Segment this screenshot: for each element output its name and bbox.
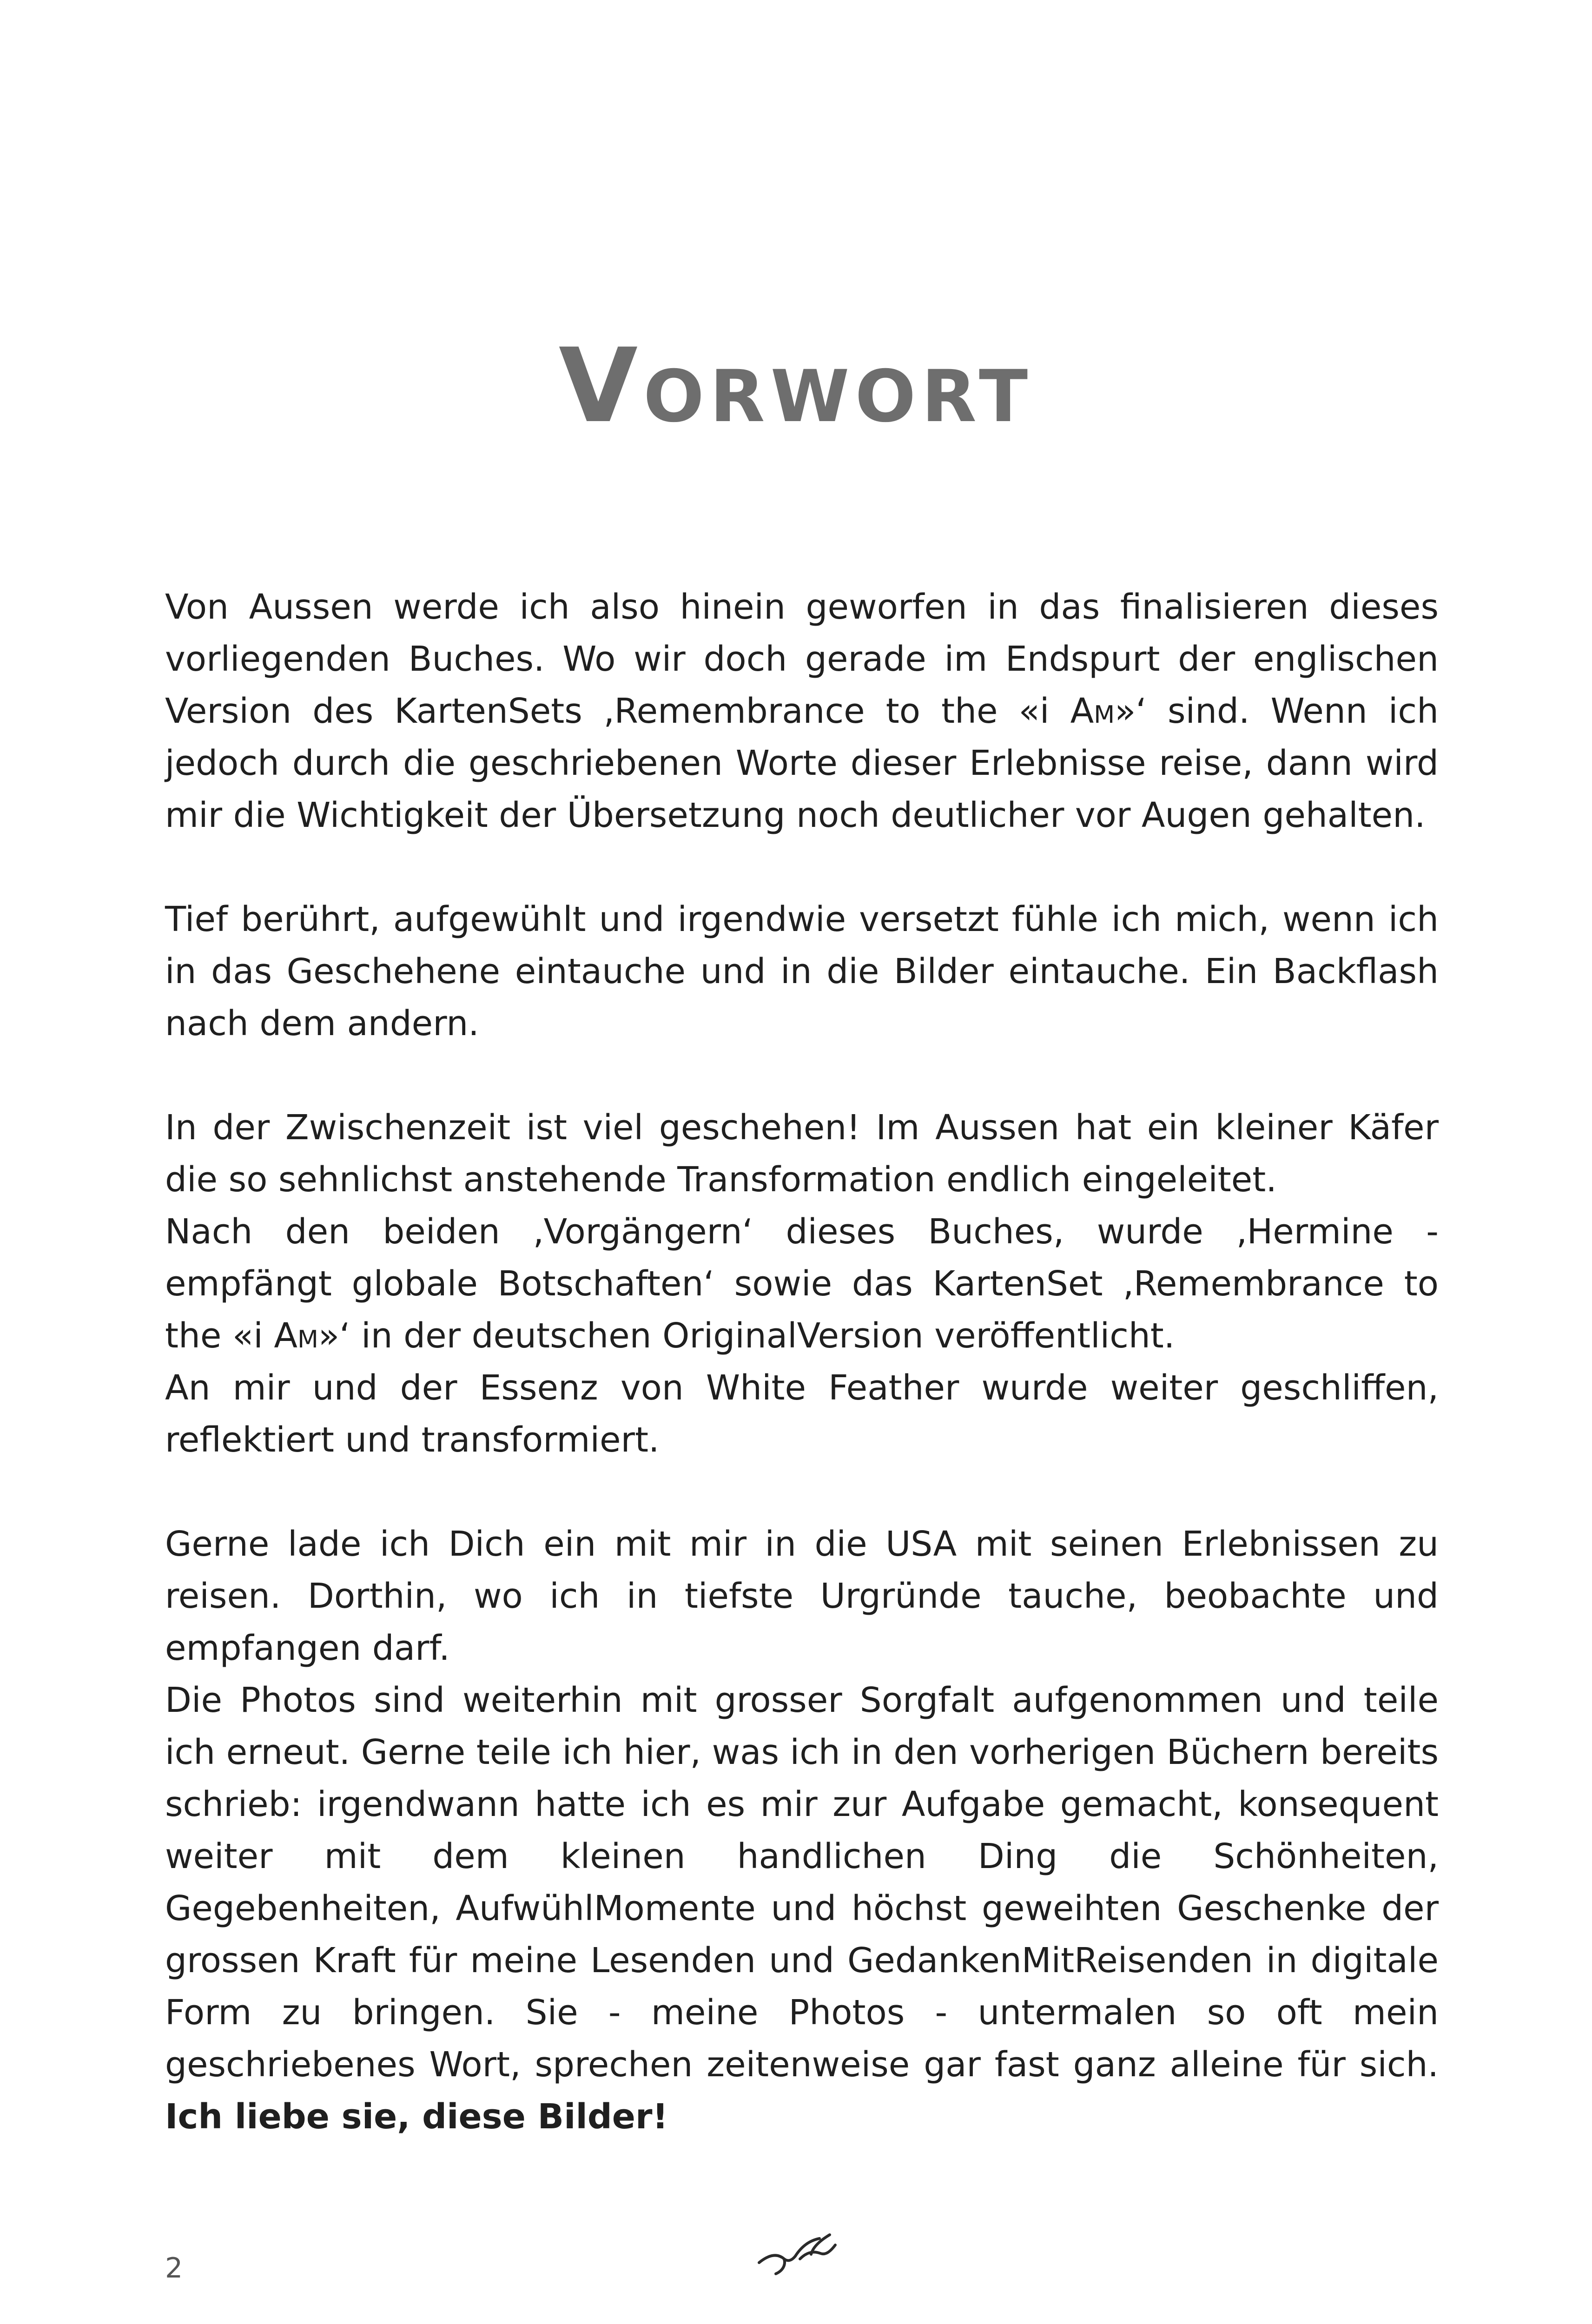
feather-birds-icon bbox=[755, 2226, 844, 2278]
paragraph-3-line-3: An mir und der Essenz von White Feather wurde weiter geschliffen, reflektiert und transformiert. bbox=[165, 1368, 1439, 1460]
page-title: Vorwort bbox=[558, 326, 1034, 445]
paragraph-4-line-2-text: Die Photos sind weiterhin mit grosser Sorgfalt aufgenommen und teile ich erneut. Gerne teile ich hier, was ich in den vorherigen Büchern bereits schrieb: irgendwann hatte ich es mir zur Aufgabe gemacht, konsequent weiter mit dem kleinen handlichen Ding die Schönheiten, Gegebenheiten, AufwühlMomente und höchst geweihten Geschenke der grossen Kraft für meine Lesenden und GedankenMitReisenden in digitale Form zu bringen. Sie - meine Photos - untermalen so oft mein geschriebenes Wort, sprechen zeitenweise gar fast ganz alleine für sich. bbox=[165, 1680, 1439, 2085]
paragraph-3-line-2-text: Nach den beiden ‚Vorgängern‘ dieses Buches, wurde ‚Hermine - empfängt globale Botschaften‘ sowie das KartenSet ‚Remembrance to the «i bbox=[165, 1212, 1439, 1356]
paragraph-2: Tief berührt, aufgewühlt und irgendwie versetzt fühle ich mich, wenn ich in das Geschehene eintauche und in die Bilder eintauche. Ein Backflash nach dem andern. bbox=[165, 899, 1439, 1043]
paragraph-4-line-2 bbox=[165, 1674, 1439, 2143]
paragraph-1-am: Am bbox=[1070, 691, 1115, 731]
paragraph-1-text-end: »‘ sind. Wenn ich jedoch durch die geschriebenen Worte dieser Erlebnisse reise, dann wird mir die Wichtigkeit der Übersetzung noch deutlicher vor Augen gehalten. bbox=[165, 691, 1439, 835]
paragraph-1 bbox=[165, 581, 1439, 841]
paragraph-4-bold-text: Ich liebe sie, diese Bilder! bbox=[165, 2097, 668, 2137]
paragraph-3-am: Am bbox=[274, 1316, 318, 1356]
paragraph-3-line-2 bbox=[165, 1206, 1439, 1362]
paragraph-1-text: Von Aussen werde ich also hinein geworfen in das finalisieren dieses vorliegenden Buches. Wo wir doch gerade im Endspurt der englischen Version des KartenSets ‚Remembrance to the «i bbox=[165, 587, 1439, 731]
body-text bbox=[165, 581, 1439, 2143]
paragraph-3-line-1: In der Zwischenzeit ist viel geschehen! Im Aussen hat ein kleiner Käfer die so sehnlichst anstehende Transformation endlich eingeleitet. bbox=[165, 1108, 1439, 1200]
paragraph-3-line-2-text-end: »‘ in der deutschen OriginalVersion veröffentlicht. bbox=[318, 1316, 1175, 1356]
page-number: 2 bbox=[165, 2252, 183, 2284]
paragraph-4-line-1: Gerne lade ich Dich ein mit mir in die USA mit seinen Erlebnissen zu reisen. Dorthin, wo ich in tiefste Urgründe tauche, beobachte und empfangen darf. bbox=[165, 1524, 1439, 1668]
